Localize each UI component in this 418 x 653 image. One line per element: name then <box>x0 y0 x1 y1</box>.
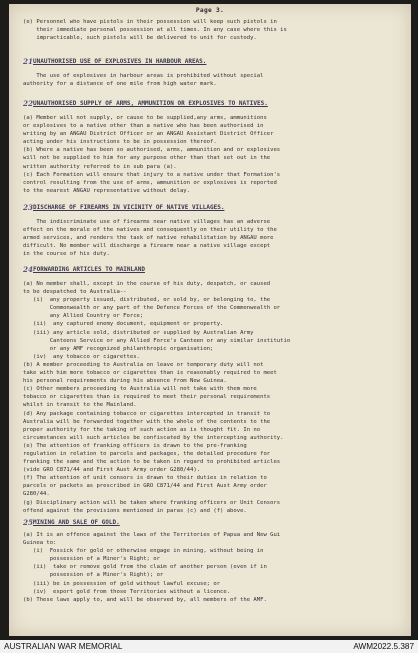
section-body: The indiscriminate use of firearms near native villages has an adverse effect on the morale of the natives and consequently on their utility to the armed services, and renders the task of native rehabilitation by ANGAU more difficult. No member will discharge a firearm near a native village except in the course of his duty. <box>23 219 277 258</box>
section-title: FORWARDING ARTICLES TO MAINLAND <box>33 266 145 273</box>
section-title: UNAUTHORISED USE OF EXPLOSIVES IN HARBOUR AREAS. <box>33 58 207 65</box>
section-number: 23 <box>23 203 34 212</box>
document-page <box>9 4 411 636</box>
section-title: DISCHARGE OF FIREARMS IN VICINITY OF NATIVE VILLAGES. <box>33 204 225 211</box>
section-title: MINING AND SALE OF GOLD. <box>33 519 120 526</box>
section-number: 21 <box>23 57 34 66</box>
section-body: (a) Member will not supply, or cause to be supplied,any arms, ammunitions or explosives to a native other than a native who has been authorised in writing by an ANGAU District Officer or an ANGAU Assistant District Officer acting under his instructions to be in possession thereof. (b) Where a native has been so authorised, arms, ammunition and or explosives will not be supplied to him for any purpose other than that set out in the written authority referred to in sub para (a). (c) Each Formation will ensure that injury to a native under that Formation's control resulting from the use of arms, ammunition or explosives is reported to the nearest ANGAU representative without delay. <box>23 115 281 194</box>
archive-reference: AWM2022.5.387 <box>353 641 414 651</box>
section-body: (a) No member shall, except in the course of his duty, despatch, or caused to be despatched to Australia-- (i) any property issued, distributed, or sold by, or belonging to, the Commonwealth or any part of the Defence Forces of the Commonwealth or any Allied Country or Force; (ii) any captured enemy document, equipment or property. (iii) any article sold, distributed or supplied by Australian Army Canteens Service or any Allied Force's Canteen or any similar institutio or any AMF recognized philanthropic organisation; (iv) any tobacco or cigarettes. (b) A member proceeding to Australia on leave or temporary duty will not take with him more tobacco or cigarettes than is reasonably required to meet his personal requirements during his absence from New Guinea. (c) Other members proceeding to Australia will not take with them more tobacco or cigarettes than is required to meet their personal requirements whilst in transit to the Mainland. (d) Any package containing tobacco or cigarettes intercepted in transit to Australia will be forwarded together with the whole of the contents to the proper authority for the taking of such action as is thought fit. In no circumstances will such articles be confiscated by the intercepting authority. (e) The attention of franking officers is drawn to the pre-franking regulation in relation to parcels and packages, the detailed procedure for franking the same and the action to be taken in regard to prohibited articles (vide GRO C871/44 and First Aust Army order G280/44). (f) The attention of unit censors is drawn to their duties in relation to parcels or packets as prescribed in GRO C871/44 and First Aust Army order G280/44. (g) Disciplinary action will be taken where franking officers or Unit Censors offend against the provisions mentioned in paras (c) and (f) above. <box>23 281 291 514</box>
page-number-header: Page 3. <box>195 7 225 14</box>
section-number: 22 <box>23 99 34 108</box>
section-number: 25 <box>23 518 34 527</box>
section-number: 24 <box>23 265 34 274</box>
archive-footer <box>0 640 418 653</box>
intro-paragraph: (e) Personnel who have pistols in their possession will keep such pistols in their immediate personal possession at all times. In any case where this is impracticable, such pistols will be delivered to unit for custody. <box>23 19 287 42</box>
section-title: UNAUTHORISED SUPPLY OF ARMS, AMMUNITION OR EXPLOSIVES TO NATIVES. <box>33 100 268 107</box>
section-body: The use of explosives in harbour areas is prohibited without special authority for a distance of one mile from high water mark. <box>23 73 264 88</box>
archive-name: AUSTRALIAN WAR MEMORIAL <box>4 641 123 651</box>
section-body: (a) It is an offence against the laws of the Territories of Papua and New Gui Guinea to: (i) Fossick for gold or otherwise engage in mining, without being in possession of a Miner's Right; or (ii) take or remove gold from the claim of another person (even if in possession of a Miner's Right); or (iii) be in possession of gold without lawful excuse; or (iv) export gold from those Territories without a licence. (b) These laws apply to, and will be observed by, all members of the AMF. <box>23 532 281 603</box>
